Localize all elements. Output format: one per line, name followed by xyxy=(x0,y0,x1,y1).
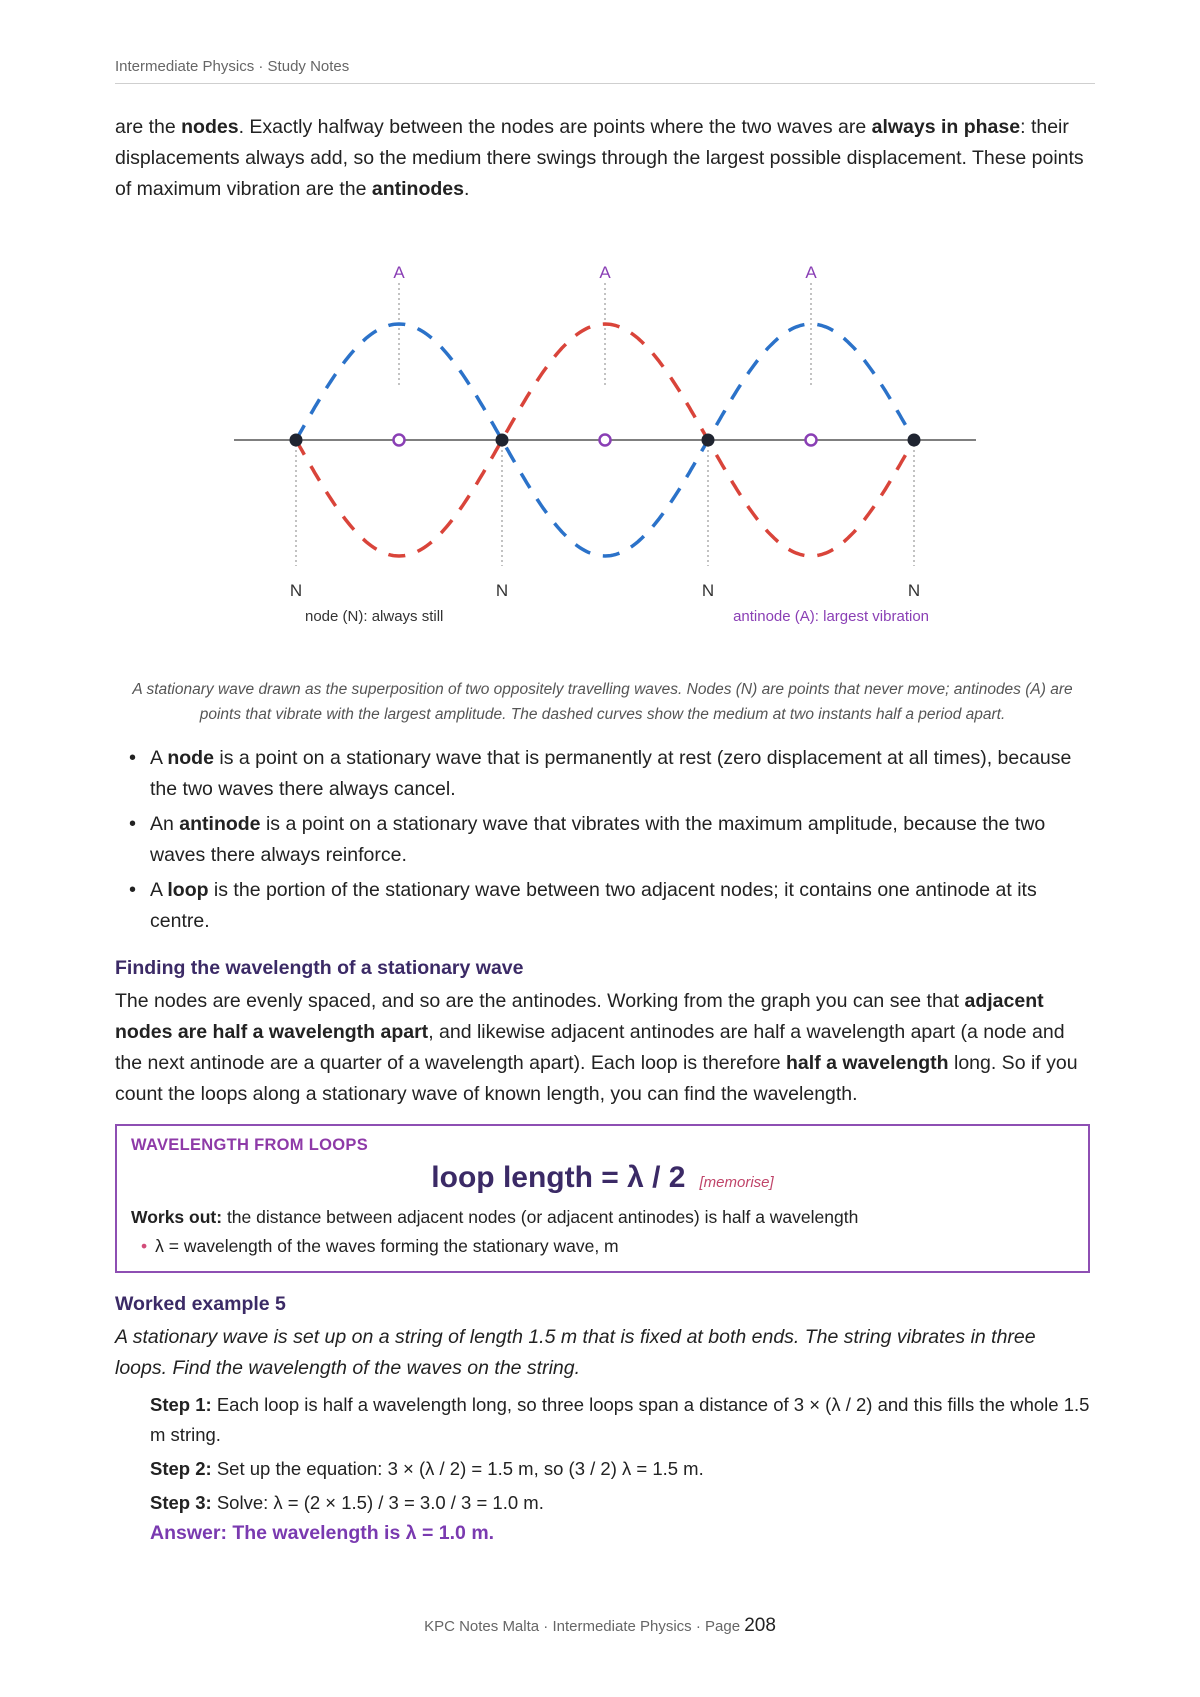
antinode-marker xyxy=(806,435,817,446)
intro-text-3: : their displacements always add, so the medium there swings through the largest possible displacement. These points of maximum vibration are the xyxy=(115,116,1084,200)
variable-definition: λ = wavelength of the waves forming the stationary wave, m xyxy=(155,1236,619,1256)
step-label: Step 3: xyxy=(150,1492,212,1513)
bullet-term: loop xyxy=(167,879,209,901)
page-footer xyxy=(0,1615,1200,1637)
step-text: Solve: λ = (2 × 1.5) / 3 = 3.0 / 3 = 1.0 m. xyxy=(211,1492,544,1513)
section-text-1: The nodes are evenly spaced, and so are the antinodes. Working from the graph you can see that xyxy=(115,990,965,1012)
node-legend: node (N): always still xyxy=(305,608,444,625)
intro-paragraph xyxy=(115,112,1090,205)
variable-bullet: • xyxy=(141,1236,148,1256)
definition-list xyxy=(115,743,1090,937)
node-marker xyxy=(908,434,921,447)
node-marker xyxy=(702,434,715,447)
section-text-2: , and likewise adjacent antinodes are half a wavelength apart (a node and the next antinode are a quarter of a wavelength apart). Each loop is therefore xyxy=(115,1021,1065,1074)
bullet-term: node xyxy=(167,747,214,769)
node-label: N xyxy=(907,581,921,600)
antinode-legend: antinode (A): largest vibration xyxy=(733,608,929,625)
variable-line xyxy=(131,1231,1074,1261)
works-out-text: the distance between adjacent nodes (or adjacent antinodes) is half a wavelength xyxy=(222,1207,859,1227)
node-label: N xyxy=(495,581,509,600)
step-text: Each loop is half a wavelength long, so three loops span a distance of 3 × (λ / 2) and this fills the whole 1.5 m string. xyxy=(150,1394,1090,1445)
bullet-pre: A xyxy=(150,879,168,901)
bullet-pre: An xyxy=(150,813,180,835)
stationary-wave-diagram xyxy=(115,223,1090,673)
antinode-label: A xyxy=(599,263,611,282)
footer-text: KPC Notes Malta · Intermediate Physics · Page xyxy=(424,1618,745,1635)
example-heading: Worked example 5 xyxy=(115,1293,286,1315)
example-answer: Answer: The wavelength is λ = 1.0 m. xyxy=(150,1522,495,1544)
step-1 xyxy=(115,1390,1090,1450)
works-out-label: Works out: xyxy=(131,1207,223,1227)
node-marker xyxy=(290,434,303,447)
antinode-marker xyxy=(600,435,611,446)
formula-box-title: WAVELENGTH FROM LOOPS xyxy=(131,1136,368,1154)
memorise-tag: [memorise] xyxy=(699,1174,774,1191)
bullet-post: is the portion of the stationary wave between two adjacent nodes; it contains one antinode at its centre. xyxy=(150,879,1037,932)
page-number: 208 xyxy=(744,1615,776,1636)
formula-line xyxy=(131,1161,1074,1195)
step-text: Set up the equation: 3 × (λ / 2) = 1.5 m, so (3 / 2) λ = 1.5 m. xyxy=(211,1458,704,1479)
section-heading: Finding the wavelength of a stationary wave xyxy=(115,957,524,979)
antinode-label: A xyxy=(805,263,817,282)
list-item-node xyxy=(115,743,1090,805)
section-text-3: long. So if you count the loops along a stationary wave of known length, you can find the wavelength. xyxy=(115,1052,1078,1105)
intro-bold-antinodes: antinodes xyxy=(371,178,464,200)
step-label: Step 1: xyxy=(150,1394,212,1415)
intro-bold-nodes: nodes xyxy=(181,116,239,138)
list-item-loop xyxy=(115,875,1090,937)
section-bold-2: half a wavelength xyxy=(786,1052,949,1074)
node-label: N xyxy=(289,581,303,600)
node-label: N xyxy=(701,581,715,600)
content xyxy=(115,112,1090,1545)
intro-bold-in-phase: always in phase xyxy=(871,116,1021,138)
works-out-line xyxy=(131,1203,1074,1231)
section-bold-1: adjacent nodes are half a wavelength apart xyxy=(115,990,1044,1043)
bullet-term: antinode xyxy=(179,813,261,835)
step-label: Step 2: xyxy=(150,1458,212,1479)
example-question: A stationary wave is set up on a string of length 1.5 m that is fixed at both ends. The string vibrates in three loops. Find the wavelength of the waves on the string. xyxy=(115,1326,1036,1379)
formula: loop length = λ / 2 xyxy=(431,1161,686,1194)
step-3 xyxy=(115,1488,1090,1518)
bullet-pre: A xyxy=(150,747,168,769)
step-2 xyxy=(115,1454,1090,1484)
intro-text-1: are the xyxy=(115,116,182,138)
running-header: Intermediate Physics · Study Notes xyxy=(115,58,1095,84)
formula-box xyxy=(115,1124,1090,1273)
node-marker xyxy=(496,434,509,447)
bullet-post: is a point on a stationary wave that vibrates with the maximum amplitude, because the two waves there always reinforce. xyxy=(150,813,1046,866)
intro-text-4: . xyxy=(463,178,470,200)
antinode-marker xyxy=(394,435,405,446)
list-item-antinode xyxy=(115,809,1090,871)
bullet-post: is a point on a stationary wave that is permanently at rest (zero displacement at all times), because the two waves there always cancel. xyxy=(150,747,1072,800)
stationary-wave-figure xyxy=(115,223,1090,673)
intro-text-2: . Exactly halfway between the nodes are points where the two waves are xyxy=(238,116,872,138)
section-paragraph xyxy=(115,986,1090,1110)
antinode-label: A xyxy=(393,263,405,282)
figure-caption: A stationary wave drawn as the superposition of two oppositely travelling waves. Nodes (N) are points that never move; antinodes (A) are points that vibrate with the largest amplitude. The dashed curves show the medium at two instants half a period apart. xyxy=(132,681,1073,723)
